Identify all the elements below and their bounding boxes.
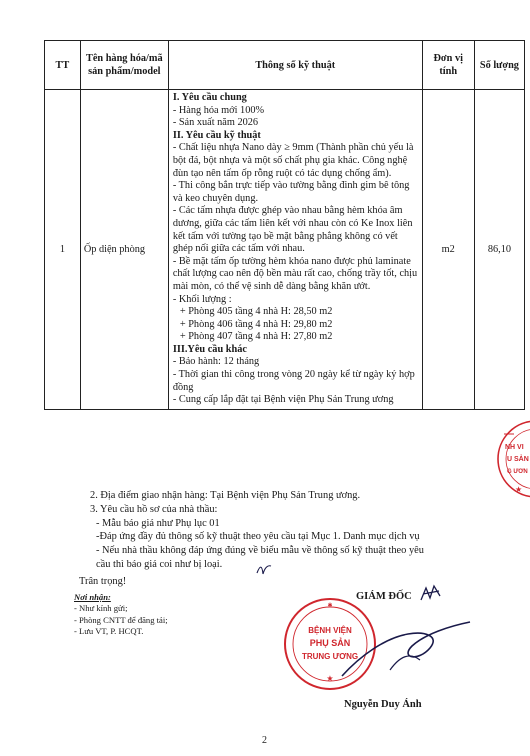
spec-line: - Thời gian thi công trong vòng 20 ngày kể từ ngày ký hợp đồng [172,369,415,393]
spec-line: - Bảo hành: 12 tháng [172,356,260,368]
spec-section-general: I. Yêu cầu chung [172,92,247,103]
header-specification: Thông số kỹ thuật [168,41,422,90]
row-quantity: 86,10 [474,90,524,410]
header-unit: Đơn vị tính [422,41,474,90]
spec-line: - Bề mặt tấm ốp tường hèm khóa nano được phủ laminate chất lượng cao nên độ bền màu rất cao, chống trầy tốt, chịu mài mòn, có thể vệ sinh dễ dàng bằng khăn ướt. [172,255,418,292]
note-sub-item: - Mẫu báo giá như Phụ lục 01 [96,517,220,529]
spec-line: - Thi công bắn trực tiếp vào tường bằng đinh gim bê tông và keo chuyên dụng. [172,180,410,204]
header-quantity: Số lượng [474,41,524,90]
svg-text:TRUNG ƯƠNG: TRUNG ƯƠNG [301,652,359,661]
volume-line: + Phòng 406 tầng 4 nhà H: 29,80 m2 [179,318,333,330]
svg-text:★: ★ [515,485,523,494]
signer-name: Nguyễn Duy Ánh [344,699,422,710]
svg-text:✱: ✱ [327,603,333,609]
closing-thanks: Trân trọng! [79,576,127,587]
svg-text:★: ★ [326,674,334,683]
row-unit: m2 [422,90,474,410]
row-product-name: Ốp diện phòng [80,90,168,410]
recipient-item: - Phòng CNTT để đăng tải; [74,614,168,625]
note-bidder-requirements: 3. Yêu cầu hồ sơ của nhà thầu: [90,503,218,515]
svg-text:G ƯƠN: G ƯƠN [507,469,528,475]
table-row [45,90,525,410]
spec-line: - Cung cấp lắp đặt tại Bệnh viện Phụ Sản Trung ương [172,394,394,406]
spec-section-technical: II. Yêu cầu kỹ thuật [172,129,261,141]
spec-line: - Hàng hóa mới 100% [172,104,265,116]
spec-line: - Sản xuất năm 2026 [172,117,259,129]
partial-stamp-edge [492,404,530,514]
director-signature [330,616,480,686]
recipients-heading: Nơi nhận: [74,592,111,602]
spec-line: - Chất liệu nhựa Nano dày ≥ 9mm (Thành phần chủ yếu là bột đá, bột nhựa và một số chất phụ gia khác. Công nghệ đùn tạo nên tấm ốp rỗng ruột có tác dụng chống ẩm). [172,142,414,179]
signer-title: GIÁM ĐỐC [356,591,412,602]
initial-mark [255,563,273,577]
note-sub-item: -Đáp ứng đầy đủ thông số kỹ thuật theo yêu cầu tại Mục 1. Danh mục dịch vụ [96,531,420,543]
svg-text:PHỤ SẢN: PHỤ SẢN [309,638,351,648]
specification-table [44,40,525,410]
header-tt: TT [45,41,81,90]
recipient-item: - Như kính gửi; [74,603,128,614]
spec-line: - Các tấm nhựa được ghép vào nhau bằng hèm khóa âm dương, giữa các tấm liên kết với nhau còn có Ke Inox liên kết tấm với tường tạo bề mặt bằng phẳng không có vết ghép nối giữa các tấm với nhau. [172,205,413,255]
signature-mark [418,582,444,604]
volume-line: + Phòng 405 tầng 4 nhà H: 28,50 m2 [179,306,333,318]
page-number: 2 [262,735,267,746]
spec-section-other: III.Yêu cầu khác [172,343,247,355]
svg-text:U SẢN: U SẢN [507,456,529,463]
table-header-row [45,41,525,90]
spec-line: - Khối lượng : [172,293,232,305]
svg-text:BỆNH VIỆN: BỆNH VIỆN [308,626,352,635]
row-tt: 1 [45,90,81,410]
volume-line: + Phòng 407 tầng 4 nhà H: 27,80 m2 [179,331,333,343]
note-sub-item: cầu thì báo giá coi như bị loại. [96,558,223,570]
recipients-block [74,592,168,638]
header-product-name: Tên hàng hóa/mã sản phẩm/model [80,41,168,90]
recipient-item: - Lưu VT, P. HCQT. [74,626,144,637]
note-sub-item: - Nếu nhà thầu không đáp ứng đúng về biểu mẫu về thông số kỹ thuật theo yêu [96,545,424,557]
svg-text:NH VI: NH VI [505,444,524,451]
row-specification [168,90,422,410]
notes-section [90,489,424,572]
note-delivery-location: 2. Địa điểm giao nhận hàng: Tại Bệnh viện Phụ Sản Trung ương. [90,490,361,501]
